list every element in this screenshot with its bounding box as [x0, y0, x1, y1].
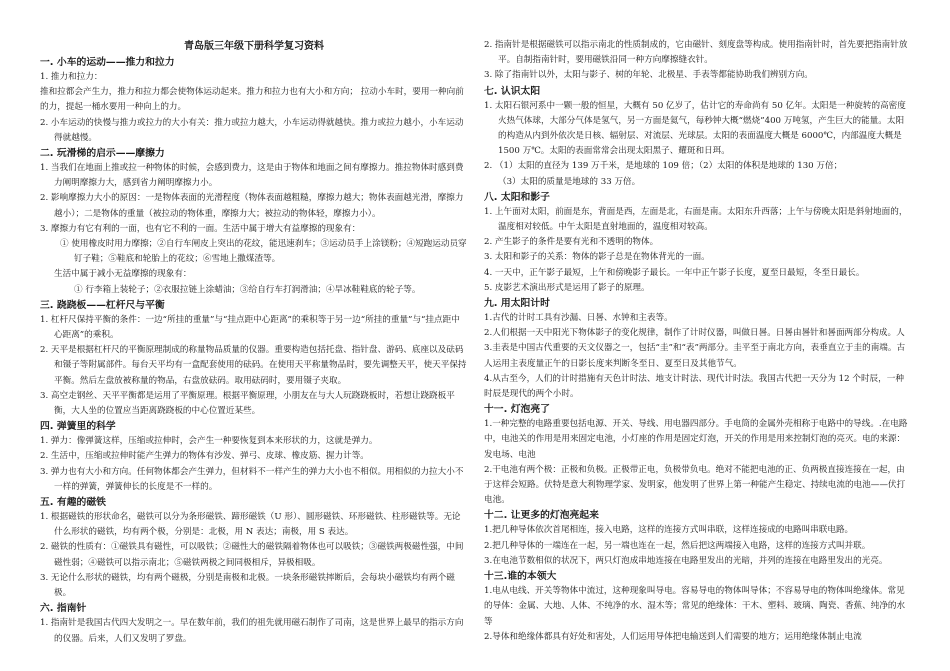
- paragraph: 2. 影响摩擦力大小的原因：一是物体表面的光滑程度（物体表面越粗糙，摩擦力越大；物体表面越光滑，摩擦力越小）；二是物体的重量（被拉动的物体重，摩擦力大；被拉动的物体轻，摩擦力小）。: [40, 193, 464, 219]
- paragraph: 4.从古至今，人们的计时措施有天色计时法、地支计时法、现代计时法。我国古代把一天分为 12 个时辰，一种时辰是现代的两个小时。: [484, 373, 904, 400]
- section-heading: 八. 太阳和影子: [484, 191, 550, 203]
- paragraph: （3）太阳的质量是地球的 33 万倍。: [498, 176, 641, 187]
- left-column-body: [40, 55, 468, 647]
- paragraph: 1.把几种导体依次首尾相连，接入电路，这样的连接方式叫串联，这样连接成的电路叫串联电路。: [484, 525, 854, 536]
- paragraph: 1. 弹力：像弹簧这样，压缩或拉伸时，会产生一种要恢复到本来形状的力，这就是弹力。: [40, 436, 378, 447]
- paragraph: 3. 摩擦力有它有利的一面，也有它不利的一面。生活中属于增大有益摩擦的现象有：: [40, 223, 361, 234]
- section-heading: 五. 有趣的磁铁: [40, 497, 106, 509]
- paragraph: 推和拉都会产生力，推力和拉力都会使物体运动起来。推力和拉力也有大小和方向； 拉动小车时，要用一种向前的力，提起一桶水要用一种向上的力。: [40, 87, 464, 113]
- paragraph: 2.干电池有两个极：正极和负极。正极带正电，负极带负电。绝对不能把电池的正、负两极直接连接在一起，由于这样会短路。伏特是意大利物理学家、发明家，他发明了世界上第一种能产生稳定、持续电流的电池——伏打电池。: [484, 464, 906, 506]
- section-heading: 十一. 灯泡亮了: [484, 404, 550, 416]
- paragraph: 1. 太阳石银河系中一颗一般的恒星，大概有 50 亿岁了，估计它的寿命尚有 50 亿年。太阳是一种旋转的高密度火热气体球，大部分气体是氢气，另一方面是氦气，每秒钟大概“燃烧”400 万吨氢，产生巨大的能量。太阳的构造从内到外依次是日核、辐射层、对流层、光球层。太阳的表面温度大概是 6000℃，内部温度大概是 1500 万℃。太阳的表面常常会出现太阳黑子、耀斑和日珥。: [484, 100, 906, 157]
- paragraph: 2. 生活中，压缩或拉伸时能产生弹力的物体有沙发、弹弓、皮球、橡皮筋、握力计等。: [40, 451, 369, 462]
- paragraph: 1. 上午面对太阳，前面是东，背面是西，左面是北，右面是南。太阳东升西落；上午与傍晚太阳是斜射地面的，温度相对较低。中午太阳是直射地面的，温度相对较高。: [484, 206, 908, 233]
- paragraph: ① 使用橡皮时用力摩擦；②自行车闸皮上突出的花纹，能迅速刹车；③运动员手上涂镁粉；④短跑运动员穿钉子鞋；⑤鞋底和轮胎上的花纹；⑥雪地上撒煤渣等。: [60, 239, 467, 265]
- paragraph: 3.在电池节数相似的状况下，两只灯泡成串地连接在电路里发出的光暗，并列的连接在电路里发出的光亮。: [484, 555, 888, 566]
- paragraph: 4. 一天中，正午影子最短，上午和傍晚影子最长。一年中正午影子长度，夏至日最短，冬至日最长。: [484, 267, 865, 278]
- paragraph: 2. 产生影子的条件是要有光和不透明的物体。: [484, 237, 659, 248]
- paragraph: 1. 指南针是我国古代四大发明之一。早在数年前，我们的祖先就用磁石制作了司南，这是世界上最早的指示方向的仪器。后来，人们又发明了罗盘。: [40, 618, 464, 644]
- paragraph: 2.人们根据一天中阳光下物体影子的变化规律，制作了计时仪器，叫做日晷。日晷由晷针和晷面两部分构成。人: [484, 328, 905, 339]
- paragraph: 2.导体和绝缘体都具有好处和害处，人们运用导体把电输送到人们需要的地方；运用绝缘体制止电流: [484, 631, 862, 642]
- paragraph: ① 行李箱上装轮子；②衣服拉链上涂蜡油；③给自行车打润滑油；④旱冰鞋鞋底的轮子等。: [74, 284, 421, 295]
- paragraph: 3. 除了指南针以外，太阳与影子、树的年轮、北极星、手表等都能协助我们辨别方向。: [484, 70, 813, 81]
- paragraph: 1. 推力和拉力：: [40, 72, 103, 82]
- paragraph: 2. （1）太阳的直径为 139 万千米，是地球的 109 倍；（2）太阳的体积是地球的 130 万倍；: [484, 161, 843, 172]
- paragraph: 1.古代的计时工具有沙漏、日晷、水钟和主表等。: [484, 313, 673, 324]
- section-heading: 七. 认识太阳: [484, 85, 541, 97]
- section-heading: 十二. 让更多的灯泡亮起来: [484, 510, 599, 522]
- section-heading: 一. 小车的运动——推力和拉力: [40, 57, 175, 68]
- paragraph: 2. 指南针是根据磁铁可以指示南北的性质制成的，它由磁针、刻度盘等构成。使用指南针时，首先要把指南针放平。自制指南针时，要用磁铁沿同一种方向摩擦缝衣针。: [484, 40, 908, 66]
- section-heading: 二. 玩滑梯的启示——摩擦力: [40, 148, 165, 160]
- section-heading: 九. 用太阳计时: [484, 298, 550, 310]
- section-heading: 四. 弹簧里的科学: [40, 421, 116, 433]
- paragraph: 1. 根据磁铁的形状命名，磁铁可以分为条形磁铁、蹄形磁铁（U 形）、圆形磁铁、环形磁铁、柱形磁铁等。无论什么形状的磁铁，均有两个极，分别是：北极，用 N 表达；南极，用 S 表达。: [40, 512, 461, 538]
- left-column: [40, 40, 468, 647]
- document-title: 青岛版三年级下册科学复习资料: [184, 41, 324, 52]
- paragraph: 3. 太阳和影子的关系：物体的影子总是在物体背光的一面。: [484, 252, 710, 263]
- paragraph: 2. 天平是根据杠杆尺的平衡原理制成的称量物品质量的仪器。重要构造包括托盘、指针盘、游码、底座以及砝码和镊子等附属部件。每台天平均有一盒配套使用的砝码。在使用天平称量物品时，要先调整天平，使天平保持平衡。然后左盘放被称量的物品，右盘放砝码。取用砝码时，要用镊子夹取。: [40, 345, 467, 386]
- paragraph: 1.一种完整的电路重要包括电源、开关、导线、用电器四部分。手电筒的金属外壳相称于电路中的导线。.在电路中，电池关的作用是用来固定电池，小灯座的作用是固定灯泡，开关的作用是用来控制灯泡的亮灭。电的来源：发电场、电池: [484, 419, 908, 460]
- paragraph: 1. 杠杆尺保持平衡的条件：一边“所挂的重量”与“挂点距中心距离”的乘积等于另一边“所挂的重量”与“挂点距中心距离”的乘积。: [40, 314, 460, 341]
- section-heading: 十三.谁的本领大: [484, 571, 557, 583]
- section-heading: 三. 跷跷板——杠杆尺与平衡: [40, 299, 165, 311]
- paragraph: 1. 当我们在地面上推或拉一种物体的时候，会感到费力，这是由于物体和地面之间有摩擦力。推拉物体时感到费力阐明摩擦力大，感到省力阐明摩擦力小。: [40, 163, 464, 189]
- paragraph: 3.圭表是中国古代重要的天文仪器之一，包括“圭”和“表”两部分。圭平至于南北方向，表垂直立于圭的南端。古人运用主表度量正午的日影长度来判断冬至日、夏至日及其他节气。: [484, 343, 906, 369]
- right-column-body: [484, 38, 912, 645]
- paragraph: 2. 小车运动的快慢与推力或拉力的大小有关：推力或拉力越大，小车运动得就越快。推力或拉力越小，小车运动得就越慢。: [40, 117, 464, 143]
- paragraph: 3. 弹力也有大小和方向。任何物体都会产生弹力，但材料不一样产生的弹力大小也不相似。用相似的力拉大小不一样的弹簧，弹簧伸长的长度是不一样的。: [40, 466, 464, 492]
- paragraph: 3. 无论什么形状的磁铁，均有两个磁极，分别是南极和北极。一块条形磁铁摔断后，会每块小磁铁均有两个磁极。: [40, 572, 455, 599]
- paragraph: 生活中属于减小无益摩擦的现象有：: [54, 269, 192, 280]
- paragraph: 3. 高空走钢丝、天平平衡都是运用了平衡原理。根据平衡原理，小朋友在与大人玩跷跷板时，若想让跷跷板平衡，大人坐的位置应当距离跷跷板的中心位置近某些。: [40, 390, 455, 417]
- paragraph: 1.电从电线、开关等物体中流过，这种现象叫导电。容易导电的物体叫导体；不容易导电的物体叫绝缘体。常见的导体：金属、大地、人体、不纯净的水、湿木等；常见的绝缘体：干木、塑料、玻璃、陶瓷、香蕉、纯净的水等: [484, 586, 906, 627]
- section-heading: 六. 指南针: [40, 603, 87, 615]
- paragraph: 2. 磁铁的性质有：①磁铁具有磁性，可以吸铁；②磁性大的磁铁隔着物体也可以吸铁；③磁铁两极磁性强，中间磁性弱；④磁铁可以指示南北；⑤磁铁两极之间同极相斥，异极相吸。: [40, 542, 464, 568]
- paragraph: 5. 皮影艺术演出形式是运用了影子的原理。: [484, 282, 650, 293]
- paragraph: 2.把几种导体的一端连在一起，另一端也连在一起，然后把这两端接入电路，这样的连接方式叫并联。: [484, 540, 871, 551]
- right-column: [484, 38, 912, 645]
